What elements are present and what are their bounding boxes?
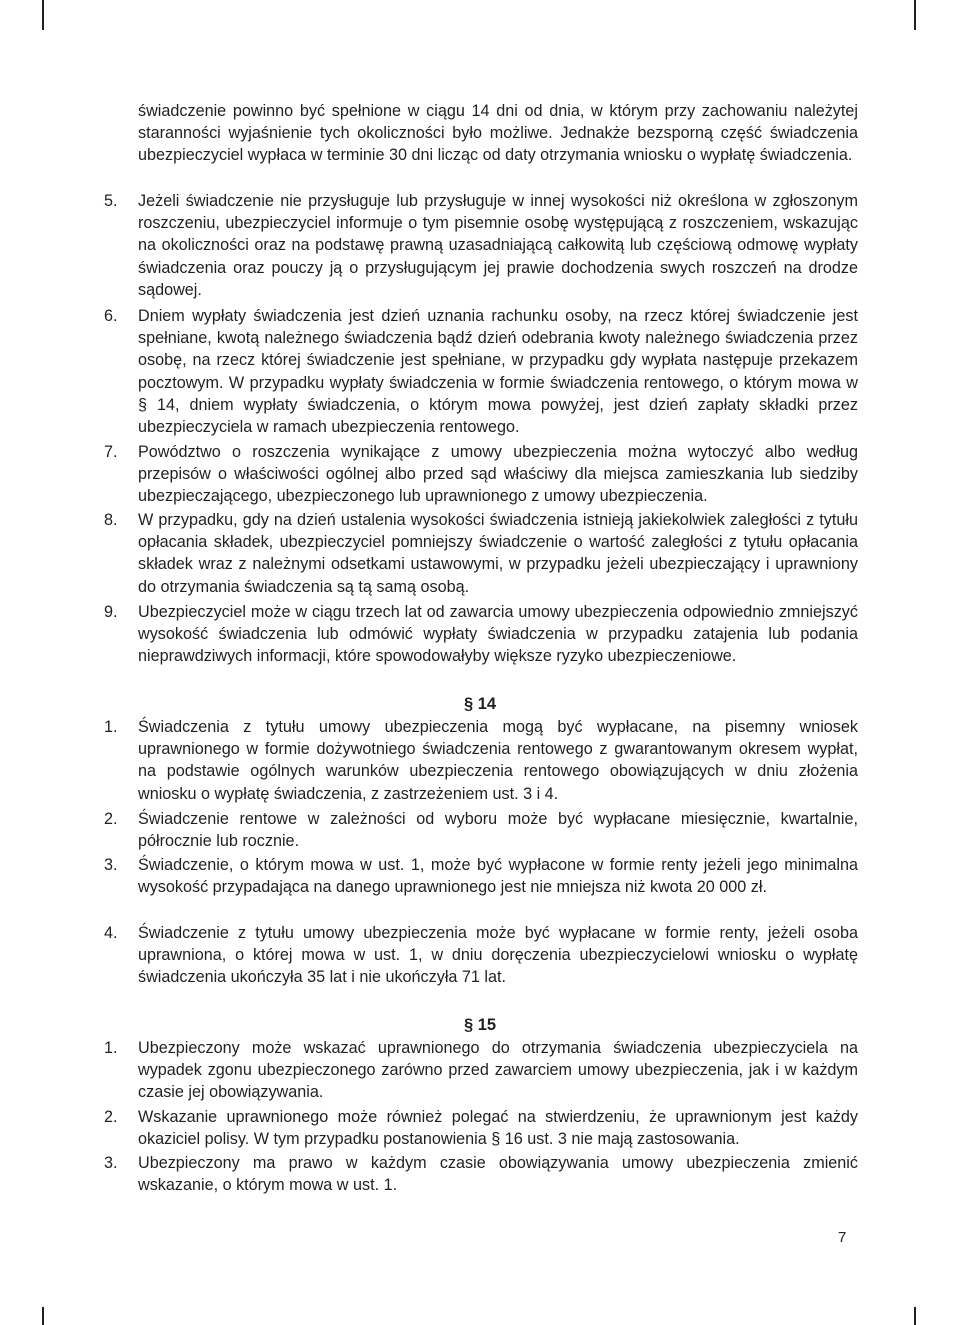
list-item-13-8 <box>104 509 858 598</box>
item-text: W przypadku, gdy na dzień ustalenia wysokości świadczenia istnieją jakiekolwiek zaległości z tytułu opłacania składek, ubezpieczyciel pomniejszy świadczenie o wartość zaległości z tytułu opłacania składek wraz z należnymi odsetkami ustawowymi, w przypadku jeżeli ubezpieczający i uprawniony do otrzymania świadczenia są tą samą osobą. <box>138 511 858 596</box>
list-item-14-3 <box>104 854 858 898</box>
item-text: Dniem wypłaty świadczenia jest dzień uznania rachunku osoby, na rzecz której świadczenie jest spełniane, kwotą należnego świadczenia bądź dzień odebrania kwoty należnego świadczenia przez osobę, na rzecz której świadczenie jest spełniane, w przypadku gdy wypłata następuje przekazem pocztowym. W przypadku wypłaty świadczenia w formie świadczenia rentowego, o którym mowa w § 14, dniem wypłaty świadczenia, o którym mowa powyżej, jest dzień zapłaty składki przez ubezpieczyciela w ramach ubezpieczenia rentowego. <box>138 307 858 437</box>
item-text: Świadczenia z tytułu umowy ubezpieczenia mogą być wypłacane, na pisemny wniosek uprawnionego w formie dożywotniego świadczenia rentowego z gwarantowanym okresem wypłat, na podstawie ogólnych warunków ubezpieczenia rentowego obowiązujących w dniu złożenia wniosku o wypłatę świadczenia, z zastrzeżeniem ust. 3 i 4. <box>138 718 858 803</box>
item-number: 7. <box>104 443 118 461</box>
list-item-13-6 <box>104 305 858 438</box>
list-item-14-1 <box>104 716 858 805</box>
item-text: Ubezpieczony może wskazać uprawnionego do otrzymania świadczenia ubezpieczyciela na wypadek zgonu ubezpieczonego zarówno przed zawarciem umowy ubezpieczenia, jak i w każdym czasie jej obowiązywania. <box>138 1039 858 1102</box>
item-number: 9. <box>104 603 118 621</box>
list-item-13-7 <box>104 441 858 508</box>
intro-paragraph: świadczenie powinno być spełnione w ciągu 14 dni od dnia, w którym przy zachowaniu należytej staranności wyjaśnienie tych okoliczności było możliwe. Jednakże bezsporną część świadczenia ubezpieczyciel wypłaca w terminie 30 dni licząc od daty otrzymania wniosku o wypłatę świadczenia. <box>138 102 858 165</box>
section-heading-15: § 15 <box>463 1016 497 1034</box>
list-item-15-3 <box>104 1152 858 1196</box>
crop-mark-bottom-right <box>914 1307 916 1325</box>
page-number: 7 <box>838 1229 847 1246</box>
item-text: Świadczenie, o którym mowa w ust. 1, może być wypłacone w formie renty jeżeli jego minimalna wysokość przypadająca na danego uprawnionego jest nie mniejsza niż kwota 20 000 zł. <box>138 856 858 897</box>
list-item-14-4 <box>104 922 858 989</box>
item-text: Świadczenie z tytułu umowy ubezpieczenia może być wypłacane w formie renty, jeżeli osoba uprawniona, o której mowa w ust. 1, w dniu doręczenia ubezpieczycielowi wniosku o wypłatę świadczenia ukończyła 35 lat i nie ukończyła 71 lat. <box>138 924 858 987</box>
list-item-13-5 <box>104 190 858 301</box>
list-item-14-2 <box>104 808 858 852</box>
crop-mark-top-left <box>42 0 44 30</box>
item-number: 4. <box>104 924 118 942</box>
section-heading-14: § 14 <box>463 695 497 713</box>
item-number: 5. <box>104 192 118 210</box>
list-item-15-1 <box>104 1037 858 1104</box>
crop-mark-bottom-left <box>42 1307 44 1325</box>
item-number: 1. <box>104 718 118 736</box>
item-number: 2. <box>104 810 118 828</box>
item-text: Jeżeli świadczenie nie przysługuje lub przysługuje w innej wysokości niż określona w zgłoszonym roszczeniu, ubezpieczyciel informuje o tym pisemnie osobę występującą z roszczeniem, wskazując na okoliczności oraz na podstawę prawną uzasadniającą całkowitą lub częściową odmowę wypłaty świadczenia oraz pouczy ją o przysługującym jej prawie dochodzenia swych roszczeń na drodze sądowej. <box>138 192 858 299</box>
crop-mark-top-right <box>914 0 916 30</box>
item-text: Świadczenie rentowe w zależności od wyboru może być wypłacane miesięcznie, kwartalnie, półrocznie lub rocznie. <box>138 810 858 851</box>
item-number: 8. <box>104 511 118 529</box>
item-number: 3. <box>104 1154 118 1172</box>
item-number: 6. <box>104 307 118 325</box>
item-text: Ubezpieczony ma prawo w każdym czasie obowiązywania umowy ubezpieczenia zmienić wskazanie, o którym mowa w ust. 1. <box>138 1154 858 1195</box>
item-number: 2. <box>104 1108 118 1126</box>
item-number: 1. <box>104 1039 118 1057</box>
item-text: Powództwo o roszczenia wynikające z umowy ubezpieczenia można wytoczyć albo według przepisów o właściwości ogólnej albo przed sąd właściwy dla miejsca zamieszkania lub siedziby ubezpieczającego, ubezpieczonego lub uprawnionego z umowy ubezpieczenia. <box>138 443 858 506</box>
list-item-15-2 <box>104 1106 858 1150</box>
list-item-13-9 <box>104 601 858 668</box>
item-number: 3. <box>104 856 118 874</box>
item-text: Wskazanie uprawnionego może również polegać na stwierdzeniu, że uprawnionym jest każdy okaziciel polisy. W tym przypadku postanowienia § 16 ust. 3 nie mają zastosowania. <box>138 1108 858 1149</box>
item-text: Ubezpieczyciel może w ciągu trzech lat od zawarcia umowy ubezpieczenia odpowiednio zmniejszyć wysokość świadczenia lub odmówić wypłaty świadczenia w przypadku zatajenia lub podania nieprawdziwych informacji, które spowodowałyby większe ryzyko ubezpieczeniowe. <box>138 603 858 666</box>
